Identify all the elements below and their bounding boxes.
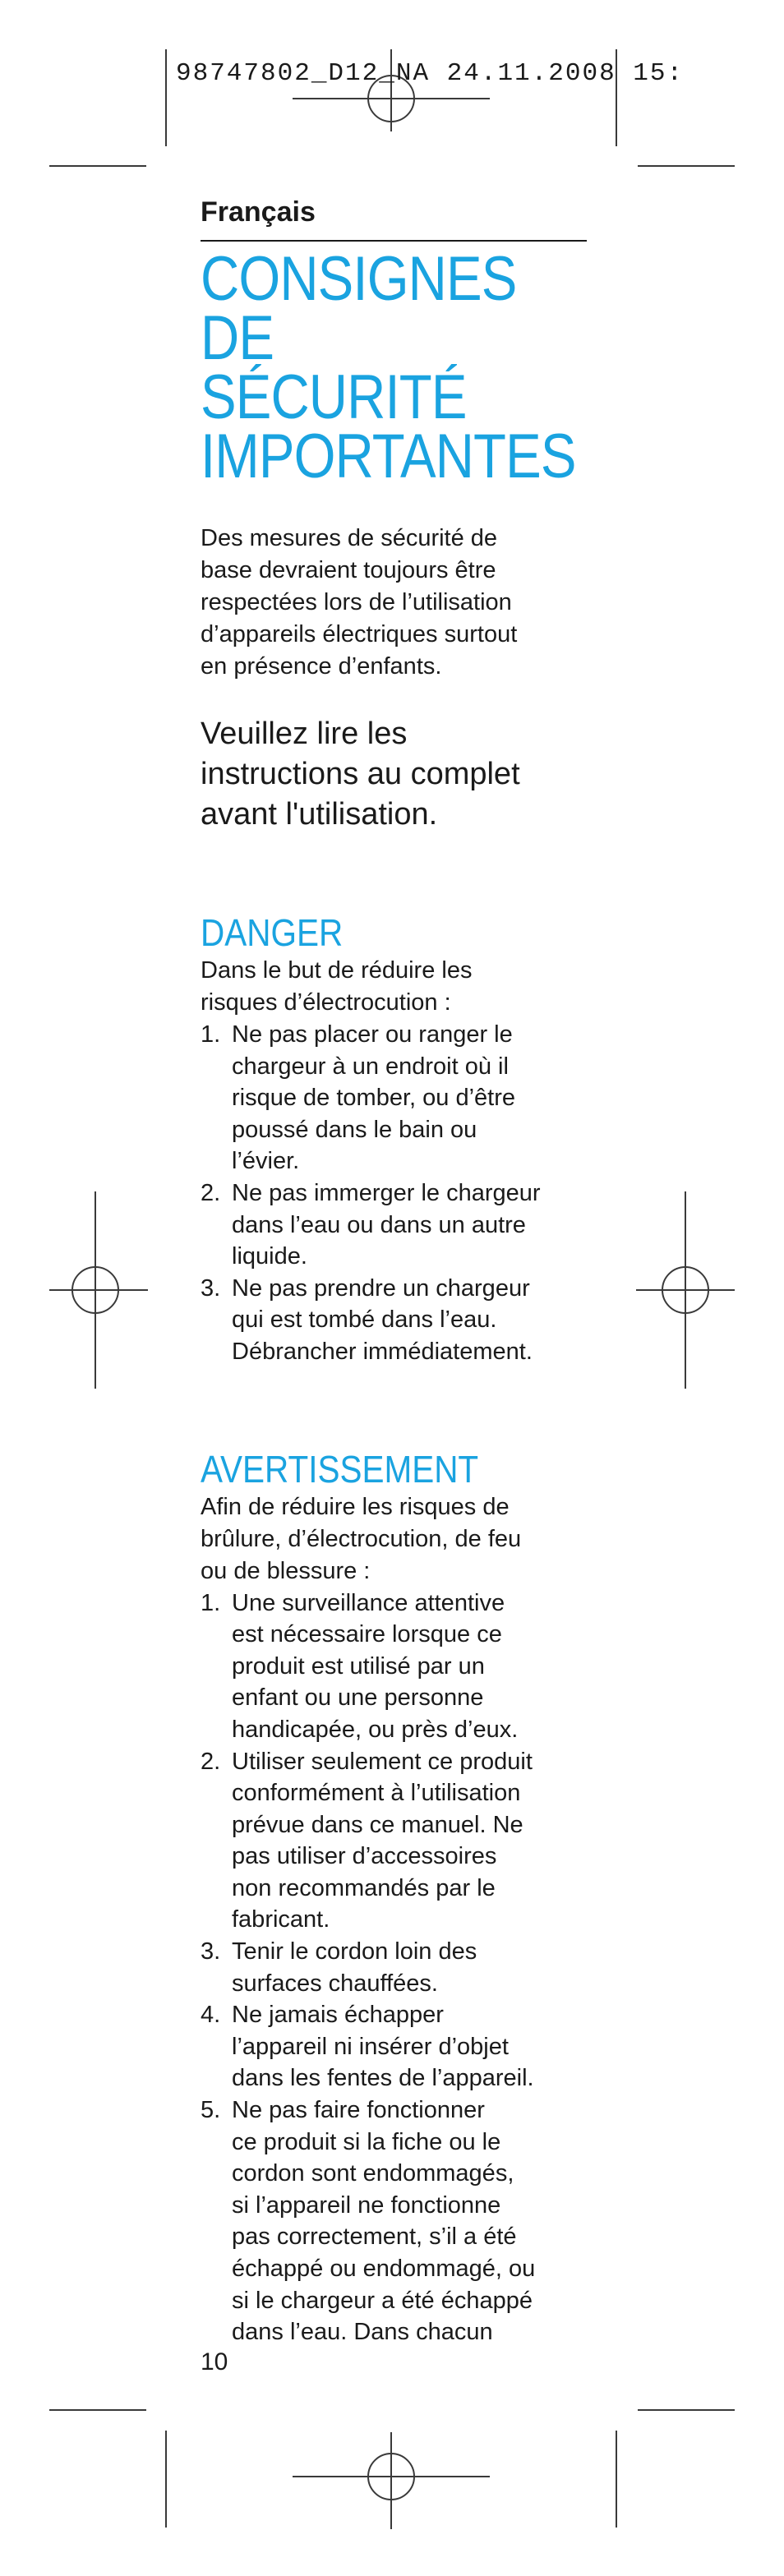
danger-list — [201, 1019, 587, 1368]
item-line: dans l’eau. Dans chacun — [232, 2319, 493, 2346]
item-number: 3. — [201, 1938, 221, 1965]
item-line: Utiliser seulement ce produit — [232, 1748, 533, 1775]
danger-intro — [201, 955, 587, 1019]
item-text — [232, 1588, 587, 1746]
item-text — [232, 1273, 587, 1368]
item-line: dans les fentes de l’appareil. — [232, 2065, 534, 2092]
item-line: l’évier. — [232, 1148, 300, 1175]
item-line: conformément à l’utilisation — [232, 1780, 521, 1807]
item-line: Ne pas immerger le chargeur — [232, 1179, 541, 1206]
item-line: Ne pas placer ou ranger le — [232, 1021, 513, 1048]
danger-list-item — [201, 1019, 587, 1177]
item-line: Ne jamais échapper — [232, 2002, 444, 2029]
warning-intro-line: ou de blessure : — [201, 1557, 371, 1584]
item-line: liquide. — [232, 1243, 307, 1270]
crop-mark-bottom-right-horizontal — [638, 2409, 735, 2411]
intro-line: en présence d’enfants. — [201, 653, 442, 680]
item-line: dans l’eau ou dans un autre — [232, 1211, 526, 1238]
warning-list-item — [201, 1588, 587, 1746]
item-text — [232, 2094, 587, 2348]
page-title — [201, 244, 597, 491]
intro-line: d’appareils électriques surtout — [201, 621, 518, 647]
item-line: enfant ou une personne — [232, 1684, 484, 1712]
item-line: Ne pas faire fonctionner — [232, 2097, 485, 2124]
danger-heading: DANGER — [201, 911, 344, 954]
warning-list — [201, 1588, 587, 2348]
item-number: 1. — [201, 1589, 221, 1616]
read-instructions-notice — [201, 714, 587, 835]
item-line: qui est tombé dans l’eau. — [232, 1306, 497, 1334]
item-line: Tenir le cordon loin des — [232, 1938, 477, 1965]
warning-list-item — [201, 1746, 587, 1937]
item-line: Ne pas prendre un chargeur — [232, 1274, 530, 1302]
warning-list-item — [201, 2094, 587, 2348]
warning-list-item — [201, 1999, 587, 2094]
item-line: chargeur à un endroit où il — [232, 1053, 509, 1080]
crop-mark-bottom-left-horizontal — [49, 2409, 146, 2411]
warning-list-item — [201, 1936, 587, 1999]
warning-intro-line: Afin de réduire les risques de — [201, 1493, 510, 1520]
item-line: handicapée, ou près d’eux. — [232, 1716, 519, 1743]
danger-list-item — [201, 1177, 587, 1273]
item-line: Débrancher immédiatement. — [232, 1338, 533, 1365]
title-line: CONSIGNES DE — [201, 244, 517, 373]
crop-mark-top-left-vertical — [165, 49, 167, 146]
item-line: échappé ou endommagé, ou — [232, 2256, 536, 2282]
item-number: 2. — [201, 1748, 221, 1775]
item-line: cordon sont endommagés, — [232, 2160, 514, 2187]
crop-mark-bottom-left-vertical — [165, 2431, 167, 2528]
page-number: 10 — [201, 2348, 228, 2376]
item-number: 5. — [201, 2097, 221, 2124]
registration-mark-left-icon — [49, 1191, 148, 1389]
notice-line: Veuillez lire les — [201, 717, 408, 751]
print-slug-code: 98747802_D12_NA 24.11.2008 15: — [176, 59, 685, 88]
registration-mark-right-icon — [636, 1191, 735, 1389]
danger-list-item — [201, 1273, 587, 1368]
danger-intro-line: risques d’électrocution : — [201, 989, 451, 1016]
notice-line: instructions au complet — [201, 757, 520, 791]
crop-mark-top-left-horizontal — [49, 165, 146, 167]
item-line: prévue dans ce manuel. Ne — [232, 1811, 523, 1838]
item-line: l’appareil ni insérer d’objet — [232, 2033, 509, 2060]
crop-mark-top-right-horizontal — [638, 165, 735, 167]
item-line: pas utiliser d’accessoires — [232, 1843, 497, 1870]
registration-mark-bottom-icon — [293, 2432, 490, 2529]
item-number: 4. — [201, 2002, 221, 2029]
item-line: surfaces chauffées. — [232, 1970, 438, 1997]
crop-mark-bottom-right-vertical — [616, 2431, 617, 2528]
item-number: 1. — [201, 1021, 221, 1048]
intro-line: base devraient toujours être — [201, 557, 496, 583]
item-line: non recommandés par le — [232, 1874, 496, 1901]
notice-line: avant l'utilisation. — [201, 797, 438, 832]
item-line: si le chargeur a été échappé — [232, 2287, 533, 2314]
item-line: risque de tomber, ou d’être — [232, 1085, 515, 1112]
item-text — [232, 1999, 587, 2094]
title-line: SÉCURITÉ — [201, 362, 467, 432]
warning-heading: AVERTISSEMENT — [201, 1447, 479, 1491]
item-number: 3. — [201, 1274, 221, 1302]
title-line: IMPORTANTES — [201, 422, 576, 491]
warning-intro — [201, 1491, 587, 1588]
item-line: fabricant. — [232, 1906, 330, 1933]
manual-page-content — [201, 196, 587, 2348]
item-number: 2. — [201, 1179, 221, 1206]
item-line: poussé dans le bain ou — [232, 1116, 477, 1143]
item-text — [232, 1019, 587, 1177]
item-line: pas correctement, s’il a été — [232, 2223, 517, 2251]
item-line: Une surveillance attentive — [232, 1589, 505, 1616]
language-heading: Français — [201, 196, 587, 242]
item-text — [232, 1936, 587, 1999]
danger-intro-line: Dans le but de réduire les — [201, 957, 473, 984]
intro-line: respectées lors de l’utilisation — [201, 589, 512, 615]
item-text — [232, 1177, 587, 1273]
item-line: si l’appareil ne fonctionne — [232, 2191, 501, 2219]
item-line: ce produit si la fiche ou le — [232, 2128, 501, 2155]
warning-intro-line: brûlure, d’électrocution, de feu — [201, 1525, 522, 1552]
item-line: est nécessaire lorsque ce — [232, 1621, 502, 1648]
intro-line: Des mesures de sécurité de — [201, 525, 498, 551]
item-text — [232, 1746, 587, 1937]
intro-paragraph — [201, 523, 587, 683]
item-line: produit est utilisé par un — [232, 1652, 485, 1680]
